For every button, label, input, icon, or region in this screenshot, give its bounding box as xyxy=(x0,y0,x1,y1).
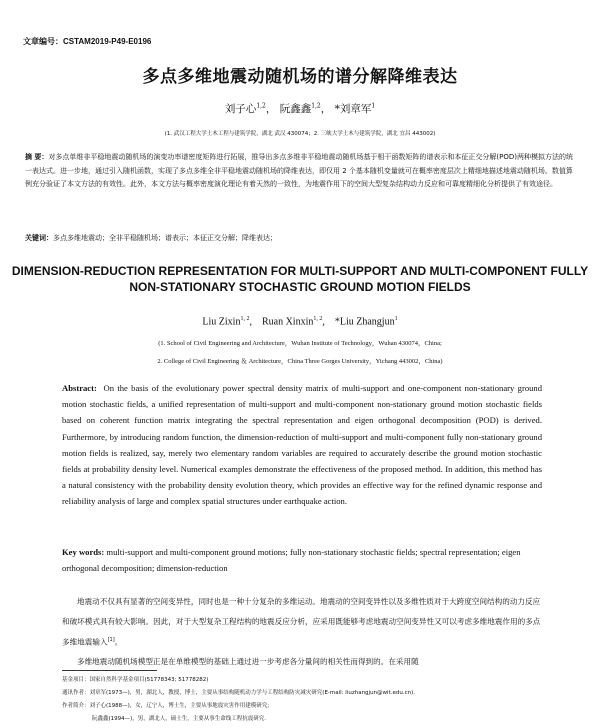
chinese-keywords xyxy=(25,233,575,243)
author-separator: ， xyxy=(265,103,277,115)
author-name: *Liu Zhangjun xyxy=(334,316,395,328)
author-affiliation-mark: 1 xyxy=(394,316,398,322)
footnote-author-bio: 作者简介：刘子心(1988—)，女，辽宁人，博士生，主要从事地震灾害作用建模研究; xyxy=(62,703,270,709)
chinese-keywords-text: 多点多维地震动；全非平稳随机场；谱表示；本征正交分解；降维表达； xyxy=(53,234,277,242)
english-affiliation-1: (1. School of Civil Engineering and Architecture，Wuhan Institute of Technology，Wuhan 430074，China; xyxy=(158,340,442,347)
footnotes xyxy=(62,674,542,726)
author-separator: ， xyxy=(320,103,332,115)
chinese-affiliations: (1. 武汉工程大学土木工程与建筑学院，湖北 武汉 430074；2. 三峡大学土木与建筑学院，湖北 宜昌 443002) xyxy=(164,131,436,137)
body-paragraph-1-text: 地震动不仅具有显著的空间变异性，同时也是一种十分复杂的多维运动。地震动的空间变异性以及多维性质对于大跨度空间结构的动力反应和破坏模式具有较大影响。因此，对于大型复杂工程结构的地震反应分析，应采用既能够考虑地震动空间变异性又可以考虑多维地震作用的多点多维地震输入 xyxy=(62,597,541,647)
author-name: *刘章军 xyxy=(334,103,372,115)
english-abstract xyxy=(62,380,542,510)
author-affiliation-mark: 1, 2 xyxy=(240,316,250,322)
author-separator: , xyxy=(322,316,333,328)
english-keywords xyxy=(62,544,542,576)
english-abstract-label: Abstract: xyxy=(62,383,97,393)
body-paragraph-1-end: 。 xyxy=(114,637,123,647)
english-keywords-label: Key words: xyxy=(62,547,105,557)
chinese-title: 多点多维地震动随机场的谱分解降维表达 xyxy=(142,67,458,87)
author-name: Ruan Xinxin xyxy=(261,316,314,328)
author-affiliation-mark: 1 xyxy=(371,102,376,110)
author-name: Liu Zixin xyxy=(202,316,241,328)
chinese-abstract xyxy=(25,151,575,192)
chinese-keywords-label: 关键词： xyxy=(25,234,53,242)
footnote-funding: 基金项目：国家自然科学基金项目(51778343; 51778282) xyxy=(62,677,209,683)
author-name: 阮鑫鑫 xyxy=(279,103,312,115)
footnote-divider xyxy=(62,670,157,671)
author-name: 刘子心 xyxy=(224,103,257,115)
body-paragraph-1 xyxy=(62,592,542,652)
english-authors xyxy=(0,316,600,327)
chinese-abstract-label: 摘 要： xyxy=(25,153,49,161)
article-number: 文章编号：CSTAM2019-P49-E0196 xyxy=(23,37,152,46)
author-affiliation-mark: 1, 2 xyxy=(313,316,323,322)
english-keywords-text: multi-support and multi-component ground motions; fully non-stationary stochastic fields; spectral representation; eigen orthogonal decomposition; dimension-reduction xyxy=(62,547,521,573)
english-abstract-text: On the basis of the evolutionary power spectral density matrix of multi-support and one-component non-stationary ground motion stochastic fields, a unified representation of multi-support and multi-component non-stationary ground motion stochastic fields based on coherent function matrix integrating the spectral representation and eigen orthogonal decomposition (POD) is derived. Furthermore, by introducing random function, the dimension-reduction of multi-support and multi-component fully non-stationary ground motion fields is realized, say, merely two elementary random variables are required to accurately describe the ground motion stochastic fields at probability density level. Numerical examples demonstrate the effectiveness of the proposed method. In addition, this method has a natural consistency with the probability density evolution theory, which provides an effective way for the refined dynamic response and reliability analysis of large and complex spatial structures under earthquake action. xyxy=(62,383,543,507)
author-separator: , xyxy=(249,316,260,328)
citation-ref[interactable]: [1] xyxy=(107,637,115,643)
chinese-abstract-text: 对多点单维非平稳地震动随机场的演变功率谱密度矩阵进行拓展，推导出多点多维非平稳地震动随机场基于相干函数矩阵的谱表示和本征正交分解(POD)两种模拟方法的统一表达式。进一步地，通过引入随机函数，实现了多点多维全非平稳地震动随机场的降维表达，即仅用 2 个基本随机变量就可在概率密度层次上精细地描述地震动随机场。数值算例充分验证了本文方法的有效性。此外，本文方法与概率密度演化理论有着天然的一致性，为地震作用下的空间大型复杂结构动力反应和可靠度精细化分析提供了有效途径。 xyxy=(25,153,574,189)
body-paragraph-2: 多维地震动随机场模型正是在单维模型的基础上通过进一步考虑各分量间的相关性而得到的。在采用随 xyxy=(77,657,419,667)
author-affiliation-mark: 1,2 xyxy=(256,102,266,110)
chinese-authors xyxy=(0,101,600,116)
footnote-author-bio: 阮鑫鑫(1994—)，男，湖北人，硕士生，主要从事生命线工程抗震研究. xyxy=(92,716,267,722)
body-text xyxy=(62,592,542,672)
english-affiliation-2: 2. College of Civil Engineering ＆ Architecture，China Three Gorges University，Yichang 443002，China) xyxy=(157,358,443,365)
english-title: DIMENSION-REDUCTION REPRESENTATION FOR MULTI-SUPPORT AND MULTI-COMPONENT FULLY NON-STATIONARY STOCHASTIC GROUND MOTION FIELDS xyxy=(11,264,589,294)
footnote-corresponding-author: 通讯作者：刘章军(1973—)，男，湖北人，教授，博士，主要从事结构随机动力学与工程结构防灾减灾研究(E-mail: liuzhangjun@wit.edu.cn). xyxy=(62,690,415,696)
author-affiliation-mark: 1,2 xyxy=(311,102,321,110)
